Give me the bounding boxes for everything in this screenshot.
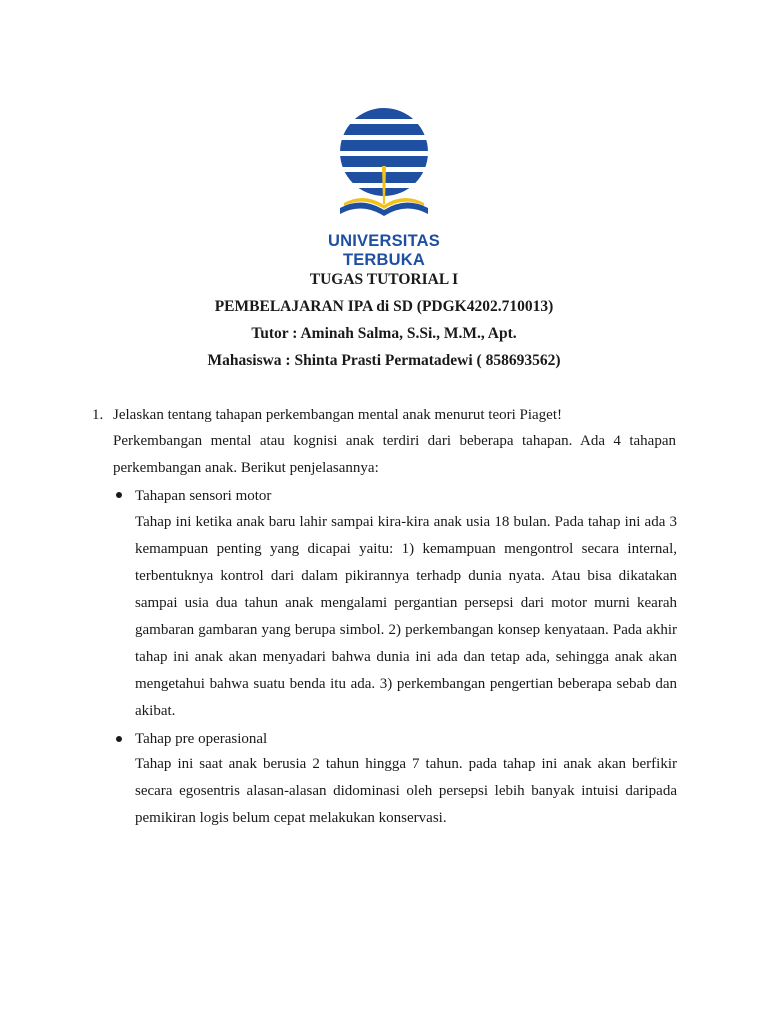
stage-body: Tahap ini ketika anak baru lahir sampai kira-kira anak usia 18 bulan. Pada tahap ini ada 3 kemampuan penting yang dicapai yaitu: 1) kemampuan mengontrol secara internal, terbentuknya kontrol dari dalam pikirannya terhadp dunia nyata. Atau bisa dikatakan sampai usia dua tahun anak mengalami pergantian persepsi dari motor murni kearah gambaran gambaran yang berupa simbol. 2) perkembangan konsep kenyataan. Pada akhir tahap ini anak akan menyadari bahwa dunia ini ada dan tetap ada, sehingga anak akan mengetahui bahwa suatu benda itu ada. 3) perkembangan pengertian beberapa sebab dan akibat. bbox=[135, 514, 677, 719]
document-title: TUGAS TUTORIAL I bbox=[309, 271, 459, 288]
stage-title: Tahap pre operasional bbox=[135, 731, 268, 747]
stage-title: Tahapan sensori motor bbox=[135, 488, 272, 504]
stage-body: Tahap ini saat anak berusia 2 tahun hingga 7 tahun. pada tahap ini anak akan berfikir secara egosentris alasan-alasan didominasi oleh persepsi lebih banyak intuisi daripada pemikiran logis belum cepat melakukan konservasi. bbox=[135, 756, 677, 826]
question-text: Jelaskan tentang tahapan perkembangan mental anak menurut teori Piaget! bbox=[113, 407, 562, 423]
bullet-icon bbox=[116, 492, 122, 498]
bullet-icon bbox=[116, 736, 122, 742]
student-name: Mahasiswa : Shinta Prasti Permatadewi ( 858693562) bbox=[207, 352, 561, 369]
course-name: PEMBELAJARAN IPA di SD (PDGK4202.710013) bbox=[214, 298, 554, 315]
tutor-name: Tutor : Aminah Salma, S.Si., M.M., Apt. bbox=[251, 325, 517, 342]
universitas-terbuka-emblem-icon bbox=[296, 106, 472, 230]
university-logo bbox=[296, 106, 472, 269]
university-name: UNIVERSITAS TERBUKA bbox=[328, 232, 440, 269]
question-number: 1. bbox=[92, 407, 104, 423]
intro-paragraph: Perkembangan mental atau kognisi anak terdiri dari beberapa tahapan. Ada 4 tahapan perkembangan anak. Berikut penjelasannya: bbox=[113, 433, 676, 476]
